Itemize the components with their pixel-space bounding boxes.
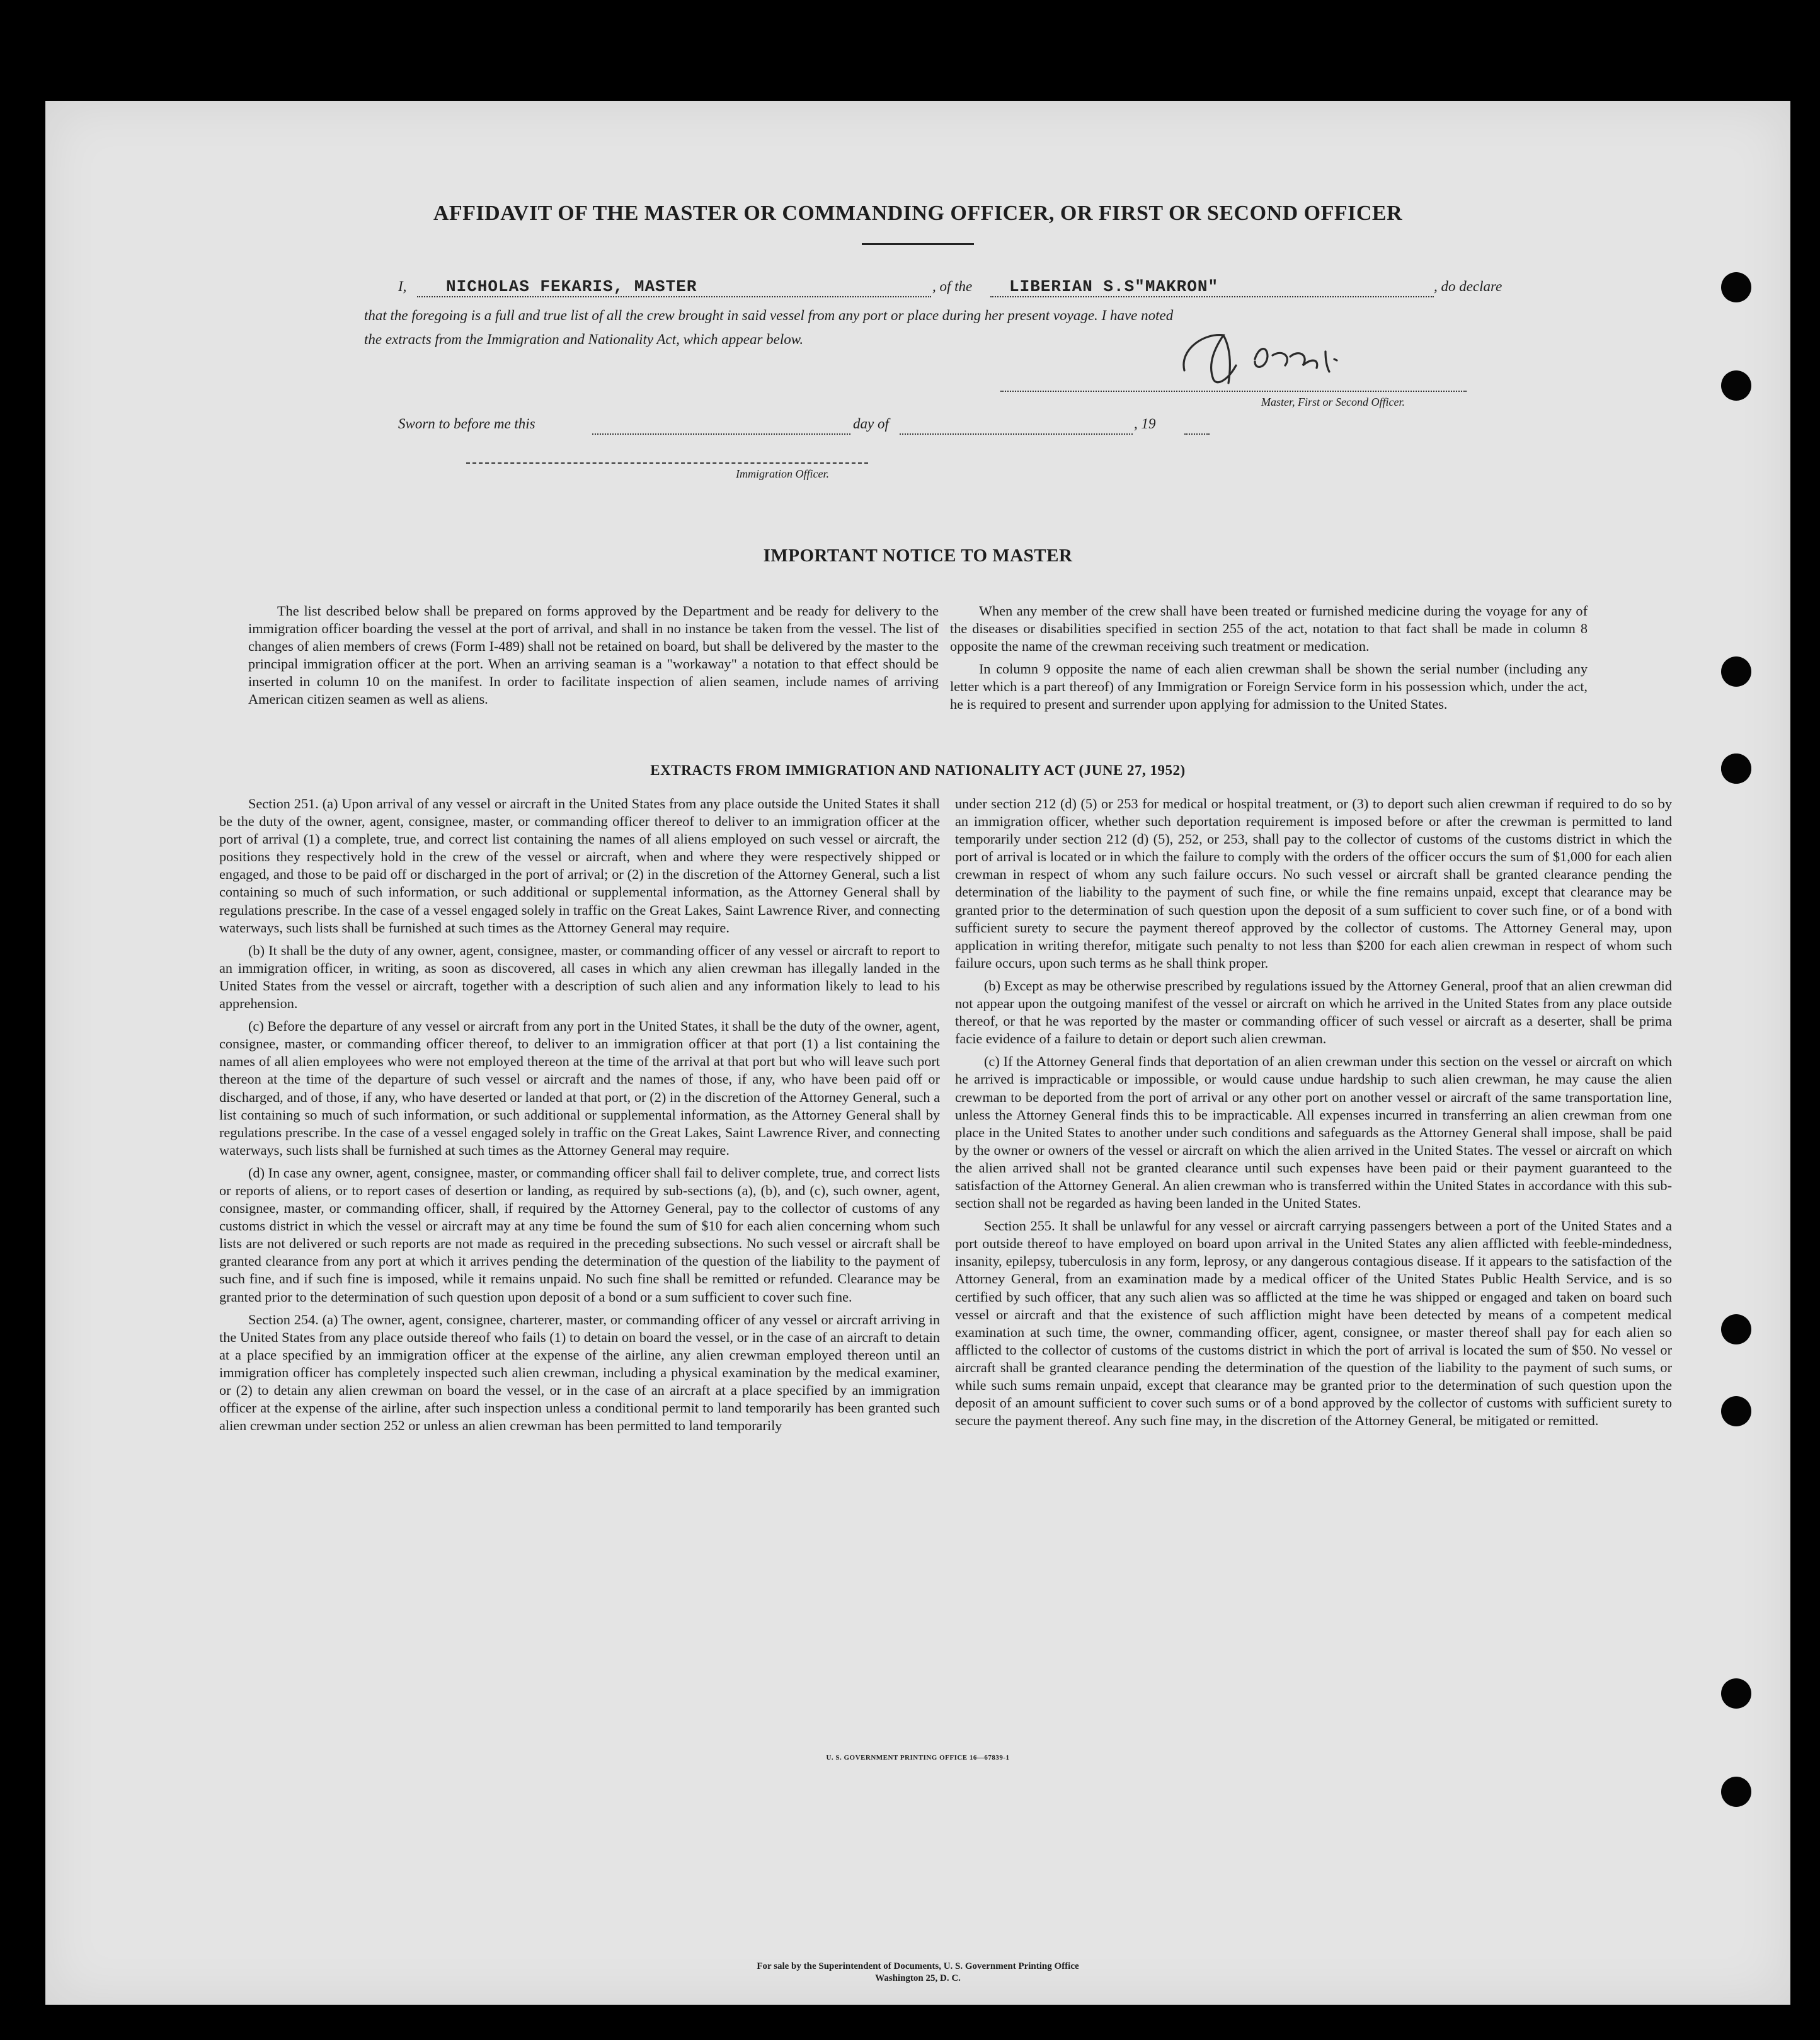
binder-hole	[1721, 754, 1751, 784]
name-fill-line	[417, 296, 931, 297]
affidavit-title: AFFIDAVIT OF THE MASTER OR COMMANDING OFFICER, OR FIRST OR SECOND OFFICER	[433, 202, 1403, 225]
notice-right-paragraph-2: In column 9 opposite the name of each alien crewman shall be shown the serial number (including any letter which is a part thereof) of any Immigration or Foreign Service form in his possession which, under the act, he is required to present and surrender upon applying for admission to the United States.	[950, 661, 1588, 713]
for-sale-line-1: For sale by the Superintendent of Documents, U. S. Government Printing Office	[757, 1961, 1079, 1971]
extracts-right-column	[955, 795, 1672, 1435]
binder-hole	[1721, 272, 1751, 302]
sworn-month-line	[900, 433, 1133, 435]
binder-hole	[1721, 370, 1751, 401]
binder-hole	[1721, 1396, 1751, 1426]
binder-hole	[1721, 1314, 1751, 1344]
document-sheet	[45, 101, 1790, 2005]
notice-right-column	[950, 602, 1588, 719]
binder-hole	[1721, 1777, 1751, 1807]
declaration-prefix: I,	[398, 278, 407, 294]
printing-office-line: U. S. GOVERNMENT PRINTING OFFICE 16—67839-1	[826, 1754, 1010, 1762]
section-254-a-continued: under section 212 (d) (5) or 253 for medical or hospital treatment, or (3) to deport such alien crewman if required to do so by an immigration officer, whether such deportation requirement is imposed before or after the crewman is permitted to land temporarily under section 212 (d) (5), 252, or 253, shall pay to the collector of customs of the customs district in which the port of arrival is located or in which the failure to comply with the orders of the officer occurs the sum of $1,000 for each alien crewman in respect of whom any such failure occurs. No such vessel or aircraft shall be granted clearance pending the determination of the liability to the payment of such fine, or while the fine remains unpaid, except that clearance may be granted prior to the determination of such question upon the deposit of a sum sufficient to cover such fine, or of a bond with sufficient surety to secure the payment thereof approved by the collector of customs. The Attorney General may, upon application in writing therefor, mitigate such penalty to not less than $200 for each alien crewman in respect of whom such failure occurs, upon such terms as he shall think proper.	[955, 796, 1672, 971]
section-254-a: Section 254. (a) The owner, agent, consignee, charterer, master, or commanding officer of any vessel or aircraft arriving in the United States from any place outside thereof who fails (1) to detain on board the vessel, or in the case of an aircraft to detain at a place specified by an immigration officer at the expense of the airline, any alien crewman employed thereon until an immigration officer has completely inspected such alien crewman, including a physical examination by the medical examiner, or (2) to detain any alien crewman on board the vessel, or in the case of an aircraft at a place specified by an immigration officer at the expense of the airline, after such inspection unless a conditional permit to land temporarily has been granted such alien crewman under section 252 or unless an alien crewman has been permitted to land temporarily	[219, 1311, 940, 1434]
declare-label: , do declare	[1434, 278, 1502, 294]
section-251-a: Section 251. (a) Upon arrival of any vessel or aircraft in the United States from any place outside the United States it shall be the duty of the owner, agent, consignee, master, or commanding officer thereof to deliver to an immigration officer at the port of arrival (1) a complete, true, and correct list containing the names of all aliens employed on such vessel or aircraft, the positions they respectively hold in the crew of the vessel or aircraft, when and where they were respectively shipped or engaged, and those to be paid off or discharged in the port of arrival; or (2) in the discretion of the Attorney General, such a list containing so much of such information, or such additional or supplemental information, as the Attorney General shall by regulations prescribe. In the case of a vessel engaged solely in traffic on the Great Lakes, Saint Lawrence River, and connecting waterways, such lists shall be furnished at such times as the Attorney General may require.	[219, 796, 940, 936]
section-254-b: (b) Except as may be otherwise prescribed by regulations issued by the Attorney General, proof that an alien crewman did not appear upon the outgoing manifest of the vessel or aircraft on which he arrived in the United States from any place outside thereof, or that he was reported by the master or commanding officer of such vessel or aircraft as a deserter, shall be prima facie evidence of a failure to detain or deport such alien crewman.	[955, 977, 1672, 1047]
declaration-line-2: that the foregoing is a full and true list of all the crew brought in said vessel from any port or place during her present voyage. I have noted	[364, 307, 1174, 323]
section-251-b: (b) It shall be the duty of any owner, agent, consignee, master, or commanding officer of any vessel or aircraft to report to an immigration officer, in writing, as soon as discovered, all cases in which any alien crewman has illegally landed in the United States from the vessel or aircraft, together with a description of such alien and any information likely to lead to his apprehension.	[219, 942, 940, 1012]
immigration-officer-line	[466, 462, 868, 464]
immigration-officer-caption: Immigration Officer.	[736, 467, 829, 480]
sworn-day-line	[592, 433, 850, 435]
day-of-label: day of	[853, 416, 889, 432]
year-label: , 19	[1134, 416, 1156, 432]
extracts-title: EXTRACTS FROM IMMIGRATION AND NATIONALITY ACT (JUNE 27, 1952)	[650, 762, 1186, 778]
notice-left-column	[248, 602, 939, 714]
notice-title: IMPORTANT NOTICE TO MASTER	[763, 546, 1073, 566]
signature-caption: Master, First or Second Officer.	[1261, 396, 1405, 408]
binder-hole	[1721, 1678, 1751, 1709]
notice-right-paragraph-1: When any member of the crew shall have been treated or furnished medicine during the voyage for any of the diseases or disabilities specified in section 255 of the act, notation to that fact shall be made in column 8 opposite the name of the crewman receiving such treatment or medication.	[950, 603, 1588, 655]
master-signature	[1160, 321, 1400, 397]
vessel-name-field: LIBERIAN S.S"MAKRON"	[1009, 277, 1219, 296]
section-251-c: (c) Before the departure of any vessel or aircraft from any port in the United States, it shall be the duty of the owner, agent, consignee, master, or commanding officer thereof, to deliver to an immigration officer at that port (1) a list containing the names of all alien employees who were not employed thereon at the time of the arrival at that port but who will leave such port thereon at the time of the departure of such vessel or aircraft and the names of those, if any, who have been paid off or discharged, and of those, if any, who have deserted or landed at that port, or (2) in the discretion of the Attorney General, such a list containing so much of such information, or such additional or supplemental information, as the Attorney General shall by regulations prescribe. In the case of a vessel engaged solely in traffic on the Great Lakes, Saint Lawrence River, and connecting waterways, such lists shall be furnished at such times as the Attorney General may require.	[219, 1018, 940, 1158]
declaration-line-3: the extracts from the Immigration and Nationality Act, which appear below.	[364, 331, 804, 347]
sworn-prefix: Sworn to before me this	[398, 416, 535, 432]
of-label: , of the	[932, 278, 973, 294]
vessel-fill-line	[990, 296, 1434, 297]
signature-line	[1000, 391, 1467, 392]
section-255: Section 255. It shall be unlawful for any vessel or aircraft carrying passengers between a port of the United States and a port outside thereof to have employed on board upon arrival in the United States any alien afflicted with feeble-mindedness, insanity, epilepsy, tuberculosis in any form, leprosy, or any dangerous contagious disease. If it appears to the satisfaction of the Attorney General, from an examination made by a medical officer of the United States Public Health Service, and is so certified by such officer, that any such alien was so afflicted at the time he was shipped or engaged and taken on board such vessel or aircraft and that the existence of such affliction might have been detected by means of a competent medical examination at such time, the owner, commanding officer, agent, consignee, or master thereof shall pay for each alien so afflicted to the collector of customs of the customs district in which the port of arrival is located the sum of $50. No vessel or aircraft shall be granted clearance pending the determination of the question of the liability to the payment of such sums, or while such sums remain unpaid, except that clearance may be granted prior to the determination of such question upon the deposit of an amount sufficient to cover such sums or of a bond approved by the collector of customs with sufficient surety to secure the payment thereof. Any such fine may, in the discretion of the Attorney General, be mitigated or remitted.	[955, 1218, 1672, 1429]
section-254-c: (c) If the Attorney General finds that deportation of an alien crewman under this section on the vessel or aircraft on which he arrived is impracticable or impossible, or would cause undue hardship to such alien crewman, he may cause the alien crewman to be deported from the port of arrival or any other port on another vessel or aircraft of the same transportation line, unless the Attorney General finds this to be impracticable. All expenses incurred in transferring an alien crewman from one place in the United States to another under such conditions and safeguards as the Attorney General shall impose, shall be paid by the owner or owners of the vessel or aircraft on which the alien arrived in the United States. The vessel or aircraft on which the alien arrived shall not be granted clearance until such expenses have been paid or their payment guaranteed to the satisfaction of the Attorney General. An alien crewman who is transferred within the United States in accordance with this sub-section shall not be regarded as having been landed in the United States.	[955, 1053, 1672, 1212]
title-rule	[862, 243, 974, 245]
section-251-d: (d) In case any owner, agent, consignee, master, or commanding officer shall fail to deliver complete, true, and correct lists or reports of aliens, or to report cases of desertion or landing, as required by sub-sections (a), (b), and (c), such owner, agent, consignee, master, or commanding officer, shall, if required by the Attorney General, pay to the collector of customs of any customs district in which the vessel or aircraft may at any time be found the sum of $10 for each alien concerning whom such lists are not delivered or such reports are not made as required in the preceding subsections. No such vessel or aircraft shall be granted clearance from any port at which it arrives pending the determination of the question of the liability to the payment of such fine, and if such fine is imposed, while it remains unpaid. No such fine shall be remitted or refunded. Clearance may be granted prior to the determination of such question upon deposit of a bond or a sum sufficient to cover such fine.	[219, 1164, 940, 1305]
notice-left-paragraph: The list described below shall be prepared on forms approved by the Department and be ready for delivery to the immigration officer boarding the vessel at the port of arrival, and shall in no instance be taken from the vessel. The list of changes of alien members of crews (Form I-489) shall not be retained on board, but shall be delivered by the master to the principal immigration officer at the port. When an arriving seaman is a "workaway" a notation to that effect should be inserted in column 10 on the manifest. In order to facilitate inspection of alien seamen, include names of arriving American citizen seamen as well as aliens.	[248, 603, 939, 708]
master-name-field: NICHOLAS FEKARIS, MASTER	[446, 277, 697, 296]
binder-hole	[1721, 656, 1751, 687]
for-sale-line-2: Washington 25, D. C.	[875, 1973, 961, 1983]
sworn-year-line	[1184, 433, 1210, 435]
for-sale-notice	[45, 1961, 1790, 1985]
extracts-left-column	[219, 795, 940, 1440]
